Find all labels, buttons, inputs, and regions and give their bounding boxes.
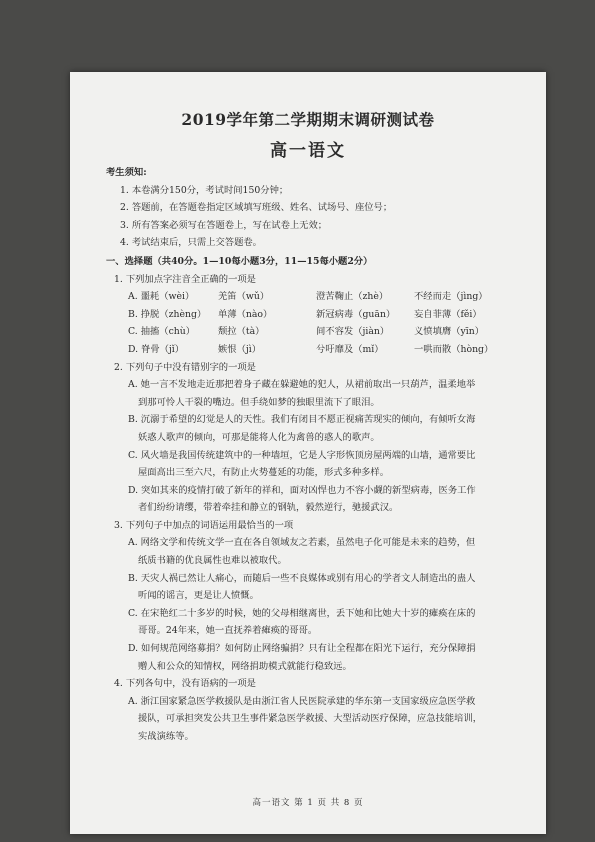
- exam-subject: 高一语文: [270, 141, 346, 161]
- question-3-option-b: B. 天灾人祸已然让人痛心，而随后一些不良媒体或别有用心的学者文人制造出的蛊人: [128, 572, 476, 584]
- option-word: 一哄而散（hòng）: [414, 343, 494, 355]
- option-word: 义愤填膺（yīn）: [414, 326, 484, 338]
- section-heading: 一、选择题（共40分。1—10每小题3分，11—15每小题2分）: [106, 255, 373, 267]
- question-4-option-a: A. 浙江国家紧急医学救援队是由浙江省人民医院承建的华东第一支国家级应急医学救: [128, 695, 476, 707]
- question-2-option-c: C. 风火墙是我国传统建筑中的一种墙垣，它是人字形恢顶房屋两端的山墙，通常要比: [128, 449, 476, 461]
- option-word: A. 噩耗（wèi）: [128, 291, 195, 303]
- option-word: B. 挣脱（zhèng）: [128, 308, 207, 320]
- question-2-option-b-cont: 妖惑人歌声的倾向，可那是能将人化为禽兽的惑人的歌声。: [138, 431, 380, 443]
- question-3-option-b-cont: 听闻的谣言，更是让人愤慨。: [138, 590, 259, 602]
- notice-item: 1. 本卷满分150分，考试时间150分钟；: [120, 184, 289, 196]
- question-2-stem: 2. 下列句子中没有错别字的一项是: [114, 361, 256, 373]
- option-word: 单薄（nào）: [218, 308, 273, 320]
- option-word: 新冠病毒（guān）: [316, 308, 396, 320]
- option-word: D. 脊骨（jǐ）: [128, 343, 185, 355]
- question-3-option-d-cont: 赠人和公众的知情权，网络捐助模式就能行稳致远。: [138, 660, 352, 672]
- exam-content: [106, 164, 518, 746]
- question-3-option-c: C. 在宋艳红二十多岁的时候，她的父母相继离世，丢下她和比她大十岁的瘫痪在床的: [128, 607, 476, 619]
- question-2-option-d-cont: 者们纷纷请缨，带着牵挂和静立的钢轨，毅然逆行，驰援武汉。: [138, 502, 399, 514]
- question-3-option-c-cont: 哥哥。24年来，她一直抚养着瘫痪的哥哥。: [138, 625, 318, 637]
- exam-title: 2019学年第二学期期末调研测试卷: [181, 110, 435, 129]
- question-2-option-a-cont: 到那可怜人干裂的嘴边。但手绕如梦的独眼里流下了眼泪。: [138, 396, 380, 408]
- option-word: 羌笛（wǔ）: [218, 291, 270, 303]
- question-2-option-d: D. 突如其来的疫情打破了新年的祥和，面对凶悍也力不容小觑的新型病毒，医务工作: [128, 484, 476, 496]
- option-word: 澄苦鞠止（zhè）: [316, 291, 389, 303]
- exam-page: [70, 72, 546, 834]
- notice-heading: 考生须知:: [106, 167, 147, 178]
- option-word: 不经而走（jìng）: [414, 291, 488, 303]
- question-3-option-a: A. 网络文学和传统文学一直在各自领域友之若素，虽然电子化可能是未来的趋势，但: [128, 537, 476, 549]
- question-1-option-b: [106, 306, 518, 324]
- option-word: C. 抽搐（chù）: [128, 326, 196, 338]
- option-word: 嫉恨（jì）: [218, 343, 262, 355]
- option-word: 妄自菲薄（fěi）: [414, 308, 482, 320]
- question-4-option-a-cont: 实战演练等。: [138, 731, 194, 742]
- notice-item: 3. 所有答案必须写在答题卷上，写在试卷上无效；: [120, 219, 328, 231]
- option-word: 颓拉（tà）: [218, 326, 265, 338]
- question-1-option-d: [106, 341, 518, 359]
- question-3-option-a-cont: 纸质书籍的优良属性也难以被取代。: [138, 555, 287, 567]
- question-1-option-c: [106, 323, 518, 341]
- page-footer: 高一语文 第 1 页 共 8 页: [252, 798, 364, 808]
- notice-item: 2. 答题前，在答题卷指定区域填写班级、姓名、试场号、座位号；: [120, 202, 393, 214]
- question-4-stem: 4. 下列各句中，没有语病的一项是: [114, 678, 256, 690]
- option-word: 间不容发（jiàn）: [316, 326, 390, 338]
- question-2-option-a: A. 她一言不发地走近那把着身子藏在躲避她的犯人，从裙前取出一只葫芦，温柔地举: [128, 379, 476, 391]
- question-1-stem: 1. 下列加点字注音全正确的一项是: [114, 273, 256, 285]
- question-3-stem: 3. 下列句子中加点的词语运用最恰当的一项: [114, 519, 294, 531]
- question-1-option-a: [106, 288, 518, 306]
- notice-item: 4. 考试结束后，只需上交答题卷。: [120, 237, 262, 249]
- question-2-option-b: B. 沉溺于希望的幻觉是人的天性。我们有闭目不愿正视痛苦现实的倾向，有倾听女海: [128, 414, 476, 426]
- option-word: 兮吁靡及（mǐ）: [316, 343, 384, 355]
- question-2-option-c-cont: 屋面高出三至六尺，有防止火势蔓延的功能，形式多种多样。: [138, 467, 390, 479]
- question-4-option-a-cont: 援队，可承担突发公共卫生事件紧急医学救援、大型活动医疗保障，应急技能培训，: [138, 713, 482, 725]
- candidate-notice: [106, 164, 518, 252]
- question-3-option-d: D. 如何规范网络募捐？如何防止网络骗捐？只有让全程都在阳光下运行，充分保障捐: [128, 643, 476, 655]
